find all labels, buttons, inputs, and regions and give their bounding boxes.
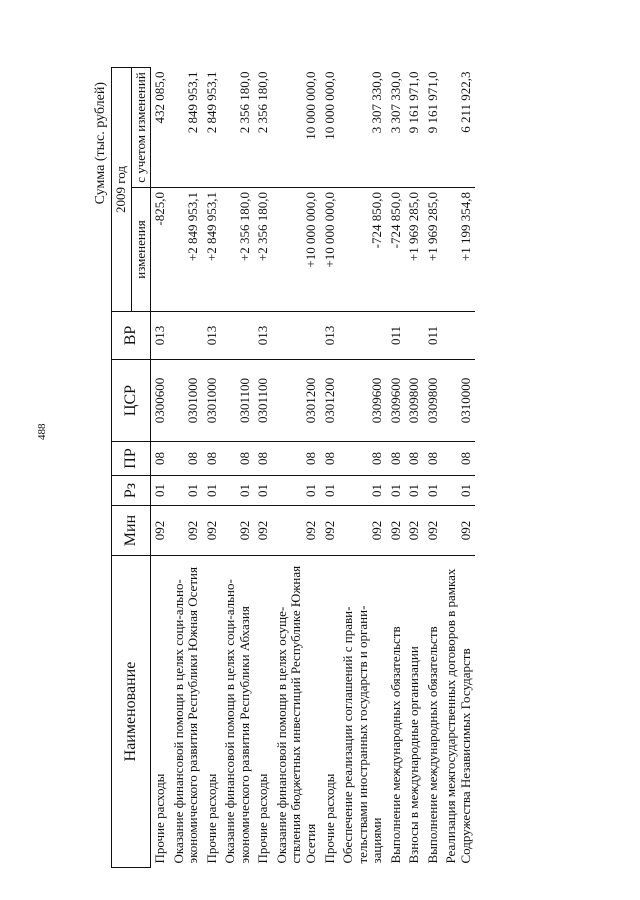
row-changes: +2 849 953,1 [203,188,222,312]
row-name: Прочие расходы [152,773,168,864]
row-changes: +10 000 000,0 [321,188,340,312]
row-changes: +10 000 000,0 [273,188,321,312]
row-csr: 0309600 [339,360,387,442]
row-min: 092 [221,506,254,556]
row-name: Обеспечение реализации соглашений с прави-тельствами иностранных государств и органи-зациями [340,605,385,864]
row-total: 2 849 953,1 [170,68,203,188]
row-name: Выполнение международных обязательств [424,626,440,864]
row-vr [273,312,321,360]
row-total: 6 211 922,3 [442,68,475,188]
table-row [151,68,170,868]
table-row [424,68,443,868]
header-pr: ПР [112,442,151,476]
row-vr: 013 [321,312,340,360]
row-vr [442,312,475,360]
row-changes: +1 969 285,0 [405,188,424,312]
row-pr: 08 [321,442,340,476]
row-min: 092 [273,506,321,556]
row-name: Прочие расходы [255,773,271,864]
row-rz: 01 [170,476,203,506]
row-csr: 0301200 [273,360,321,442]
row-vr [339,312,387,360]
row-vr [221,312,254,360]
row-rz: 01 [254,476,273,506]
row-csr: 0301100 [254,360,273,442]
row-pr: 08 [170,442,203,476]
row-changes: +1 969 285,0 [424,188,443,312]
row-name: Оказание финансовой помощи в целях осуще-ствления бюджетных инвестиций Республике Южная Осетия [273,565,319,864]
row-name: Оказание финансовой помощи в целях соци-ально-экономического развития Республики Абхазия [222,579,252,864]
row-total: 2 356 180,0 [254,68,273,188]
row-name: Прочие расходы [321,773,337,864]
header-year: 2009 год [112,68,132,312]
table-row [203,68,222,868]
row-changes: -724 850,0 [339,188,387,312]
row-rz: 01 [321,476,340,506]
row-pr: 08 [221,442,254,476]
row-pr: 08 [273,442,321,476]
row-pr: 08 [203,442,222,476]
row-total: 3 307 330,0 [387,68,406,188]
row-vr [170,312,203,360]
row-pr: 08 [405,442,424,476]
row-rz: 01 [151,476,170,506]
row-vr: 013 [254,312,273,360]
row-total: 2 849 953,1 [203,68,222,188]
row-changes: +1 199 354,8 [442,188,475,312]
row-csr: 0301000 [170,360,203,442]
row-vr: 013 [203,312,222,360]
row-rz: 01 [221,476,254,506]
row-vr: 013 [151,312,170,360]
row-csr: 0301100 [221,360,254,442]
row-min: 092 [442,506,475,556]
table-row [387,68,406,868]
row-min: 092 [254,506,273,556]
budget-table [111,67,475,868]
row-csr: 0300600 [151,360,170,442]
row-pr: 08 [442,442,475,476]
row-changes: +2 356 180,0 [221,188,254,312]
row-min: 092 [387,506,406,556]
row-changes: +2 356 180,0 [254,188,273,312]
row-min: 092 [203,506,222,556]
unit-caption: Сумма (тыс. рублей) [93,82,108,205]
row-total: 10 000 000,0 [273,68,321,188]
row-rz: 01 [424,476,443,506]
budget-table-rotated [91,68,571,868]
row-vr: 011 [387,312,406,360]
row-min: 092 [170,506,203,556]
row-rz: 01 [203,476,222,506]
row-total: 2 356 180,0 [221,68,254,188]
table-row [442,68,475,868]
row-min: 092 [321,506,340,556]
row-pr: 08 [151,442,170,476]
row-vr [405,312,424,360]
row-name: Взносы в международные организации [406,646,422,864]
header-vr: ВР [112,312,151,360]
table-row [405,68,424,868]
table-row [254,68,273,868]
row-csr: 0309600 [387,360,406,442]
table-row [273,68,321,868]
row-min: 092 [405,506,424,556]
table-row [221,68,254,868]
row-changes: -825,0 [151,188,170,312]
table-body [151,68,476,868]
row-csr: 0309800 [405,360,424,442]
row-min: 092 [339,506,387,556]
header-csr: ЦСР [112,360,151,442]
page-number: 488 [36,423,48,440]
row-pr: 08 [424,442,443,476]
row-total: 3 307 330,0 [339,68,387,188]
row-total: 9 161 971,0 [424,68,443,188]
row-name: Реализация межгосударственных договоров в рамках Содружества Независимых Государств [443,568,473,864]
row-pr: 08 [254,442,273,476]
header-with-changes: с учетом изменений [131,68,151,188]
row-name: Прочие расходы [203,773,219,864]
row-csr: 0310000 [442,360,475,442]
row-vr: 011 [424,312,443,360]
header-min: Мин [112,506,151,556]
row-pr: 08 [387,442,406,476]
header-changes: изменения [131,188,151,312]
row-name: Оказание финансовой помощи в целях соци-ально-экономического развития Республики Южная Осетия [170,567,201,864]
row-rz: 01 [387,476,406,506]
row-rz: 01 [273,476,321,506]
row-name: Выполнение международных обязательств [387,626,403,864]
header-rz: Рз [112,476,151,506]
header-name: Наименование [112,556,151,868]
row-changes: -724 850,0 [387,188,406,312]
table-header [112,68,151,868]
table-row [339,68,387,868]
row-csr: 0301200 [321,360,340,442]
row-rz: 01 [442,476,475,506]
row-rz: 01 [405,476,424,506]
row-total: 10 000 000,0 [321,68,340,188]
row-total: 9 161 971,0 [405,68,424,188]
row-changes: +2 849 953,1 [170,188,203,312]
row-csr: 0301000 [203,360,222,442]
row-csr: 0309800 [424,360,443,442]
row-rz: 01 [339,476,387,506]
table-row [170,68,203,868]
table-row [321,68,340,868]
row-min: 092 [151,506,170,556]
row-min: 092 [424,506,443,556]
row-total: 432 085,0 [151,68,170,188]
row-pr: 08 [339,442,387,476]
